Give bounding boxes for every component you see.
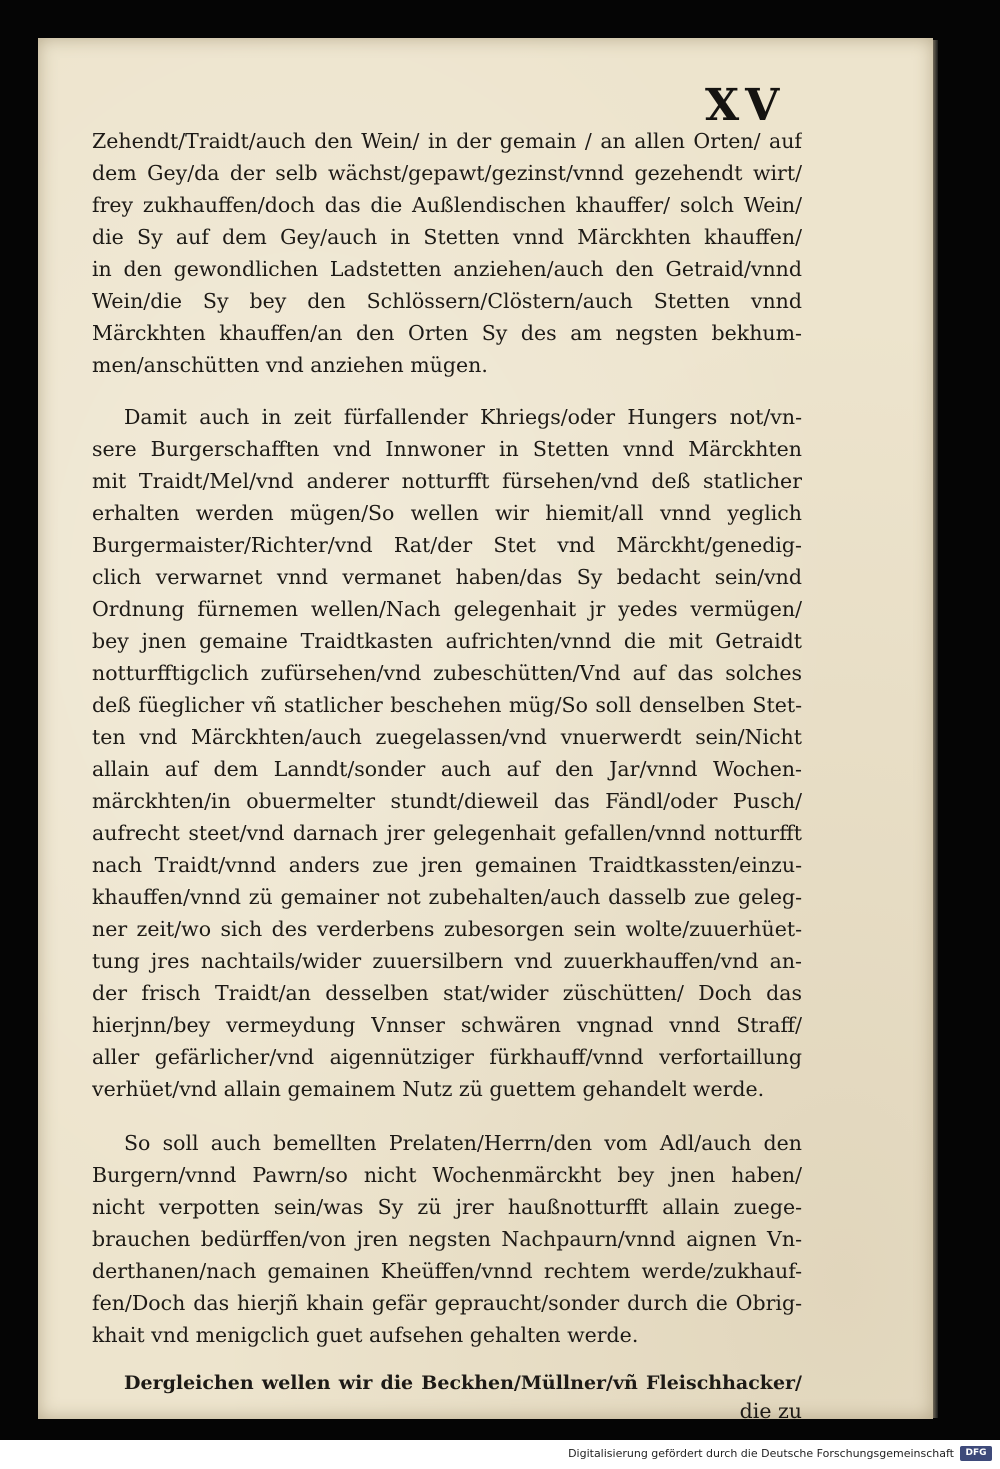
- text-line: bey jnen gemaine Traidtkasten aufrichten/vnnd die mit Getraidt: [92, 629, 802, 653]
- text-line: dem Gey/da der selb wächst/gepawt/gezinst/vnnd gezehendt wirt/: [92, 161, 802, 185]
- text-line: tung jres nachtails/wider zuuersilbern vnd zuuerkhauffen/vnd an-: [92, 949, 802, 973]
- text-line: notturfftigclich zufürsehen/vnd zubeschütten/Vnd auf das solches: [92, 661, 802, 685]
- text-line: aufrecht steet/vnd darnach jrer gelegenhait gefallen/vnnd notturfft: [92, 821, 802, 845]
- text-line: Ordnung fürnemen wellen/Nach gelegenhait jr yedes vermügen/: [92, 597, 802, 621]
- text-line: brauchen bedürffen/von jren negsten Nachpaurn/vnnd aignen Vn-: [92, 1227, 802, 1251]
- text-line: Burgern/vnnd Pawrn/so nicht Wochenmärckht bey jnen haben/: [92, 1163, 802, 1187]
- text-line: khait vnd menigclich guet aufsehen gehalten werde.: [92, 1323, 639, 1347]
- text-line: men/anschütten vnd anziehen mügen.: [92, 353, 488, 377]
- text-line: hierjnn/bey vermeydung Vnnser schwären vngnad vnnd Straff/: [92, 1013, 802, 1037]
- text-line: Wein/die Sy bey den Schlössern/Clöstern/auch Stetten vnnd: [92, 289, 802, 313]
- text-line: die Sy auf dem Gey/auch in Stetten vnnd Märckhten khauffen/: [92, 225, 802, 249]
- text-line: Dergleichen wellen wir die Beckhen/Müllner/vñ Fleischhacker/: [124, 1372, 802, 1394]
- text-line: Damit auch in zeit fürfallender Khriegs/oder Hungers not/vn-: [124, 405, 802, 429]
- text-line: clich verwarnet vnnd vermanet haben/das Sy bedacht sein/vnd: [92, 565, 802, 589]
- footer-credit: Digitalisierung gefördert durch die Deutsche Forschungsgemeinschaft: [568, 1447, 954, 1460]
- text-line: erhalten werden mügen/So wellen wir hiemit/all vnnd yeglich: [92, 501, 802, 525]
- text-line: märckhten/in obuermelter stundt/dieweil das Fändl/oder Pusch/: [92, 789, 802, 813]
- text-line: derthanen/nach gemainen Kheüffen/vnnd rechtem werde/zukhauf-: [92, 1259, 802, 1283]
- text-line: deß füeglicher vñ statlicher beschehen müg/So soll denselben Stet-: [92, 693, 802, 717]
- catchword: die zu: [739, 1399, 802, 1423]
- text-line: aller gefärlicher/vnd aigennütziger fürkhauff/vnnd verfortaillung: [92, 1045, 802, 1069]
- dfg-logo-icon: DFG: [960, 1446, 992, 1461]
- text-line: verhüet/vnd allain gemainem Nutz zü guettem gehandelt werde.: [92, 1077, 765, 1101]
- text-line: nicht verpotten sein/was Sy zü jrer haußnotturfft allain zuege-: [92, 1195, 802, 1219]
- text-line: Zehendt/Traidt/auch den Wein/ in der gemain / an allen Orten/ auf: [92, 129, 802, 153]
- text-line: Burgermaister/Richter/vnd Rat/der Stet vnd Märckht/genedig-: [92, 533, 802, 557]
- text-line: frey zukhauffen/doch das die Außlendischen khauffer/ solch Wein/: [92, 193, 802, 217]
- text-line: So soll auch bemellten Prelaten/Herrn/den vom Adl/auch den: [124, 1131, 802, 1155]
- text-line: sere Burgerschafften vnd Innwoner in Stetten vnnd Märckhten: [92, 437, 802, 461]
- text-line: ten vnd Märckhten/auch zuegelassen/vnd vnuerwerdt sein/Nicht: [92, 725, 802, 749]
- footer-bar: [0, 1440, 1000, 1469]
- text-line: der frisch Traidt/an desselben stat/wider züschütten/ Doch das: [92, 981, 802, 1005]
- text-line: fen/Doch das hierjñ khain gefär gepraucht/sonder durch die Obrig-: [92, 1291, 802, 1315]
- folio-number: XV: [705, 80, 786, 131]
- text-line: mit Traidt/Mel/vnd anderer notturfft fürsehen/vnd deß statlicher: [92, 469, 802, 493]
- text-line: nach Traidt/vnnd anders zue jren gemainen Traidtkassten/einzu-: [92, 853, 802, 877]
- text-line: Märckhten khauffen/an den Orten Sy des am negsten bekhum-: [92, 321, 802, 345]
- text-line: ner zeit/wo sich des verderbens zubesorgen sein wolte/zuuerhüet-: [92, 917, 802, 941]
- text-line: in den gewondlichen Ladstetten anziehen/auch den Getraid/vnnd: [92, 257, 802, 281]
- text-line: khauffen/vnnd zü gemainer not zubehalten/auch dasselb zue geleg-: [92, 885, 802, 909]
- text-line: allain auf dem Lanndt/sonder auch auf den Jar/vnnd Wochen-: [92, 757, 802, 781]
